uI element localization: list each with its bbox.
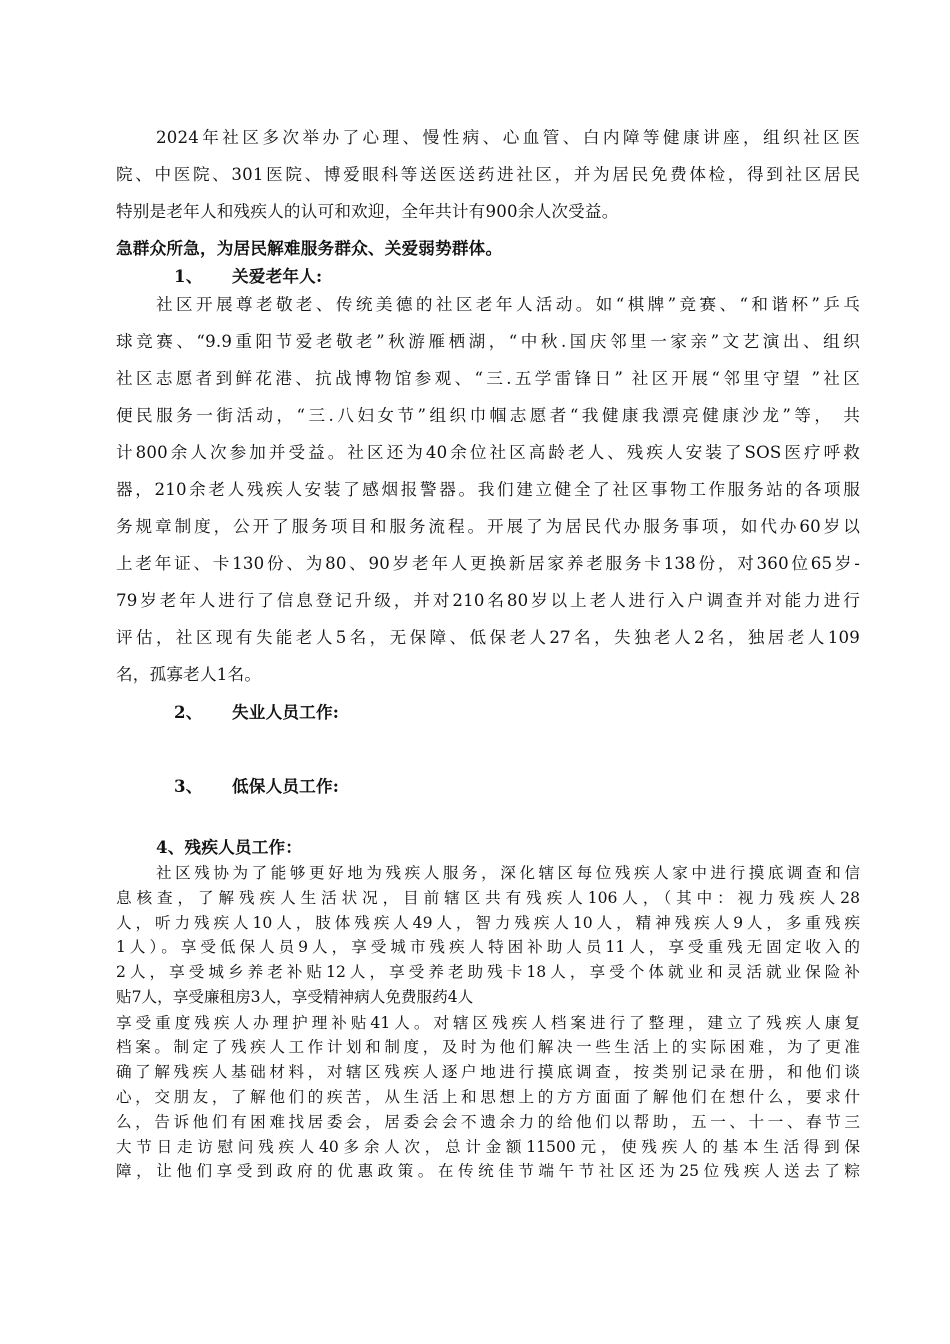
- section-heading: 急群众所急，为居民解难服务群众、关爱弱势群体。: [116, 238, 503, 258]
- section-3-number: 3、: [174, 776, 203, 796]
- disabled-line-13: 障，让他们享受到政府的优惠政策。在传统佳节端午节社区还为25位残疾人送去了粽: [116, 1162, 860, 1180]
- elderly-line-6: 器，210余老人残疾人安装了感烟报警器。我们建立健全了社区事物工作服务站的各项服: [116, 480, 860, 499]
- disabled-line-11: 么，告诉他们有困难找居委会，居委会会不遗余力的给他们以帮助，五一、十一、春节三: [116, 1113, 860, 1131]
- elderly-line-8: 上老年证、卡130份、为80、90岁老年人更换新居家养老服务卡138份，对360位65岁-: [116, 554, 860, 573]
- section-4-number: 4、: [156, 837, 185, 857]
- section-1-label: 关爱老年人:: [232, 266, 323, 286]
- elderly-line-5: 计800余人次参加并受益。社区还为40余位社区高龄老人、残疾人安装了SOS医疗呼救: [116, 443, 860, 462]
- elderly-line-1: 社区开展尊老敬老、传统美德的社区老年人活动。如“棋牌”竞赛、“和谐杯”乒乓: [156, 295, 860, 314]
- elderly-line-11: 名，孤寡老人1名。: [116, 665, 262, 684]
- section-4-label: 残疾人员工作：: [184, 837, 303, 857]
- disabled-line-1: 社区残协为了能够更好地为残疾人服务，深化辖区每位残疾人家中进行摸底调查和信: [156, 864, 860, 882]
- disabled-line-9: 确了解残疾人基础材料，对辖区残疾人逐户地进行摸底调查，按类别记录在册，和他们谈: [116, 1063, 860, 1081]
- disabled-line-7: 享受重度残疾人办理护理补贴41人。对辖区残疾人档案进行了整理，建立了残疾人康复: [116, 1014, 860, 1032]
- elderly-line-2: 球竞赛、“9.9重阳节爱老敬老”秋游雁栖湖，“中秋.国庆邻里一家亲”文艺演出、组织: [116, 332, 860, 351]
- elderly-line-3: 社区志愿者到鲜花港、抗战博物馆参观、“三.五学雷锋日” 社区开展“邻里守望 ”社区: [116, 369, 860, 388]
- elderly-line-7: 务规章制度，公开了服务项目和服务流程。开展了为居民代办服务事项，如代办60岁以: [116, 517, 860, 536]
- disabled-line-3: 人，听力残疾人10人，肢体残疾人49人，智力残疾人10人，精神残疾人9人，多重残疾: [116, 914, 860, 932]
- section-1-title: [174, 266, 574, 286]
- intro-line-3: 特别是老年人和残疾人的认可和欢迎，全年共计有900余人次受益。: [116, 202, 619, 221]
- section-2-number: 2、: [174, 702, 203, 722]
- intro-line-2: 院、中医院、301医院、博爱眼科等送医送药进社区，并为居民免费体检，得到社区居民: [116, 165, 860, 184]
- disabled-line-12: 大节日走访慰问残疾人40多余人次，总计金额11500元，使残疾人的基本生活得到保: [116, 1138, 860, 1156]
- section-4-title: [156, 837, 556, 857]
- disabled-line-6: 贴7人，享受廉租房3人，享受精神病人免费服药4人: [116, 988, 474, 1006]
- disabled-line-10: 心，交朋友，了解他们的疾苦，从生活上和思想上的方方面面了解他们在想什么，要求什: [116, 1088, 860, 1106]
- disabled-line-2: 息核查，了解残疾人生活状况，目前辖区共有残疾人106人，（其中：视力残疾人28: [116, 889, 860, 907]
- disabled-line-5: 2人，享受城乡养老补贴12人，享受养老助残卡18人，享受个体就业和灵活就业保险补: [116, 963, 860, 981]
- elderly-line-4: 便民服务一街活动，“三.八妇女节”组织巾帼志愿者“我健康我漂亮健康沙龙”等， 共: [116, 406, 860, 425]
- elderly-line-10: 评估，社区现有失能老人5名，无保障、低保老人27名，失独老人2名，独居老人109: [116, 628, 860, 647]
- elderly-line-9: 79岁老年人进行了信息登记升级，并对210名80岁以上老人进行入户调查并对能力进行: [116, 591, 860, 610]
- section-1-number: 1、: [174, 266, 203, 286]
- section-2-label: 失业人员工作:: [232, 702, 340, 722]
- section-2-title: [174, 702, 574, 722]
- intro-line-1: 2024年社区多次举办了心理、慢性病、心血管、白内障等健康讲座，组织社区医: [156, 128, 860, 147]
- section-3-label: 低保人员工作:: [232, 776, 340, 796]
- section-3-title: [174, 776, 574, 796]
- disabled-line-8: 档案。制定了残疾人工作计划和制度，及时为他们解决一些生活上的实际困难，为了更准: [116, 1038, 860, 1056]
- disabled-line-4: 1人）。享受低保人员9人，享受城市残疾人特困补助人员11人，享受重残无固定收入的: [116, 938, 860, 956]
